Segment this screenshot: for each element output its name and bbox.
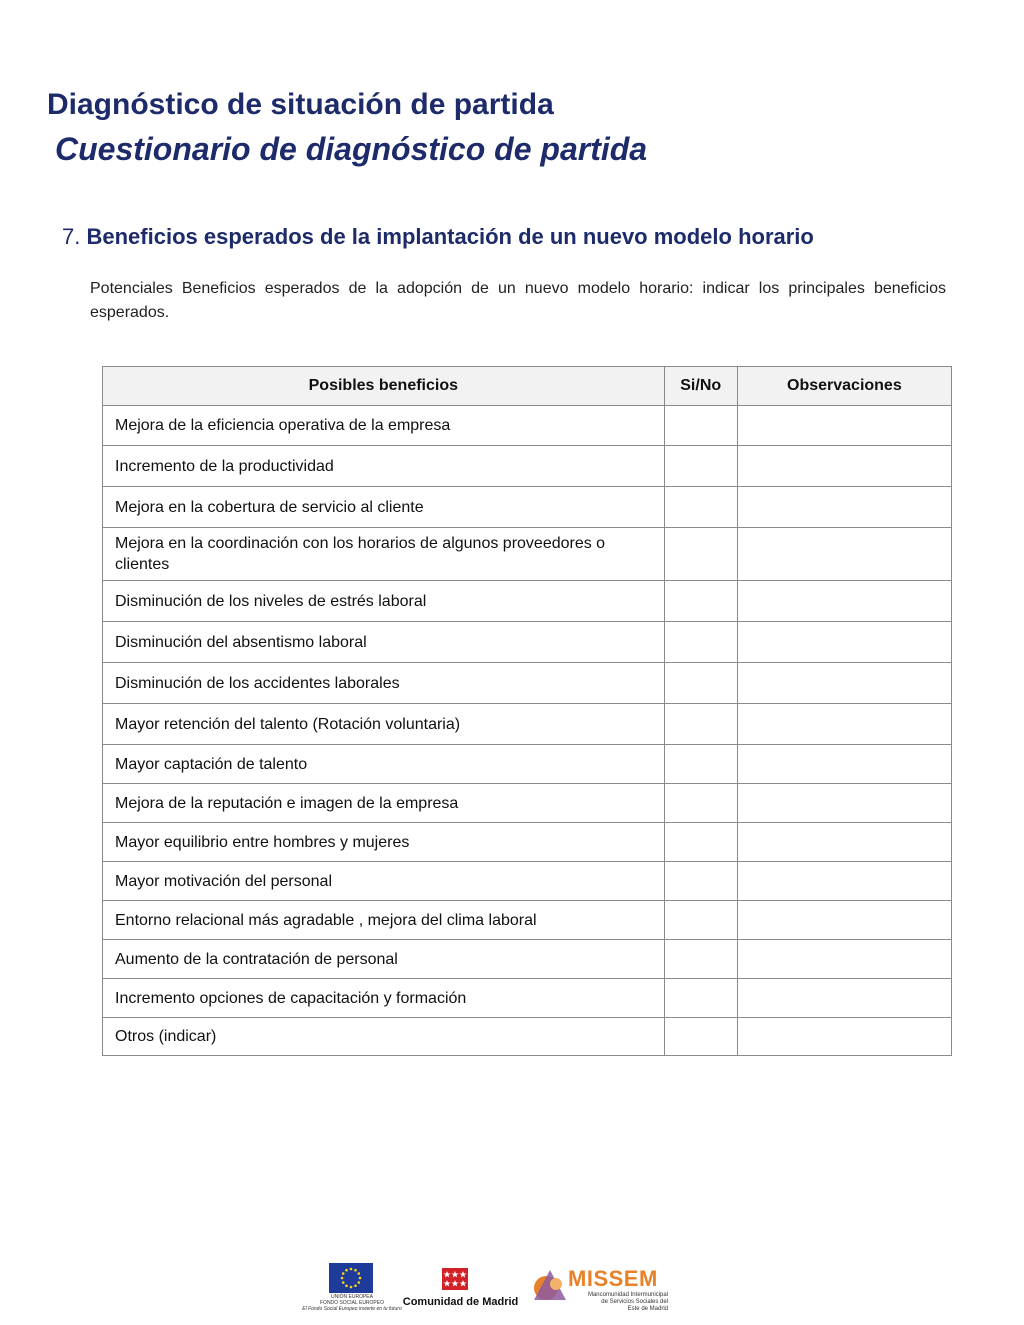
yes-no-cell[interactable] [664,704,737,745]
benefit-label: Mayor retención del talento (Rotación voluntaria) [103,704,665,745]
missem-logo [530,1258,680,1316]
yes-no-cell[interactable] [664,823,737,862]
table-header-row [103,367,952,406]
table-row [103,406,952,446]
benefit-label: Disminución del absentismo laboral [103,622,665,663]
eu-text: UNIÓN EUROPEA FONDO SOCIAL EUROPEO El Fondo Social Europeo invierte en tu futuro [302,1294,402,1312]
table-row [103,622,952,663]
benefit-label: Disminución de los niveles de estrés laboral [103,581,665,622]
benefit-label: Mejora de la eficiencia operativa de la empresa [103,406,665,446]
yes-no-cell[interactable] [664,446,737,487]
yes-no-cell[interactable] [664,528,737,581]
benefit-label: Disminución de los accidentes laborales [103,663,665,704]
observations-cell[interactable] [737,663,951,704]
observations-cell[interactable] [737,704,951,745]
yes-no-cell[interactable] [664,901,737,940]
table-row [103,940,952,979]
observations-cell[interactable] [737,862,951,901]
header-observations: Observaciones [737,367,951,406]
table-row [103,862,952,901]
section-intro: Potenciales Beneficios esperados de la adopción de un nuevo modelo horario: indicar los principales beneficios esperados. [90,280,946,321]
table-row [103,823,952,862]
yes-no-cell[interactable] [664,622,737,663]
yes-no-cell[interactable] [664,1018,737,1056]
yes-no-cell[interactable] [664,784,737,823]
table-row [103,979,952,1018]
observations-cell[interactable] [737,784,951,823]
section-number: 7. [62,224,81,249]
table-row [103,704,952,745]
table-row [103,663,952,704]
benefit-label: Mayor equilibrio entre hombres y mujeres [103,823,665,862]
missem-name: MISSEM [568,1266,658,1291]
madrid-text: Comunidad de Madrid [402,1296,519,1308]
benefit-label: Mejora en la cobertura de servicio al cliente [103,487,665,528]
eu-logo [302,1258,402,1316]
benefit-label: Incremento de la productividad [103,446,665,487]
header-yes-no: Si/No [664,367,737,406]
benefit-label: Mejora de la reputación e imagen de la empresa [103,784,665,823]
observations-cell[interactable] [737,823,951,862]
table-row [103,901,952,940]
benefit-label: Mejora en la coordinación con los horarios de algunos proveedores o clientes [103,528,665,581]
yes-no-cell[interactable] [664,406,737,446]
table-row [103,446,952,487]
table-row [103,745,952,784]
observations-cell[interactable] [737,528,951,581]
table-row [103,784,952,823]
missem-mark-icon [530,1266,570,1306]
benefit-label: Otros (indicar) [103,1018,665,1056]
benefit-label: Mayor captación de talento [103,745,665,784]
observations-cell[interactable] [737,446,951,487]
table-body [103,406,952,1056]
yes-no-cell[interactable] [664,581,737,622]
section-title: Beneficios esperados de la implantación de un nuevo modelo horario [86,224,814,249]
table-row [103,487,952,528]
yes-no-cell[interactable] [664,862,737,901]
yes-no-cell[interactable] [664,979,737,1018]
benefit-label: Entorno relacional más agradable , mejora del clima laboral [103,901,665,940]
observations-cell[interactable] [737,979,951,1018]
benefits-table [102,366,952,1056]
footer-logos [302,1258,682,1318]
page-subtitle: Cuestionario de diagnóstico de partida [55,131,648,167]
observations-cell[interactable] [737,622,951,663]
benefit-label: Incremento opciones de capacitación y formación [103,979,665,1018]
yes-no-cell[interactable] [664,663,737,704]
yes-no-cell[interactable] [664,487,737,528]
madrid-flag-icon [442,1268,468,1290]
table-row [103,1018,952,1056]
benefit-label: Mayor motivación del personal [103,862,665,901]
observations-cell[interactable] [737,406,951,446]
observations-cell[interactable] [737,940,951,979]
benefit-label: Aumento de la contratación de personal [103,940,665,979]
table-row [103,581,952,622]
page-title: Diagnóstico de situación de partida [47,88,554,121]
comunidad-madrid-logo [398,1266,523,1316]
missem-subtitle: Mancomunidad Intermunicipal de Servicios Sociales del Este de Madrid [587,1292,668,1312]
table-row [103,528,952,581]
observations-cell[interactable] [737,1018,951,1056]
yes-no-cell[interactable] [664,940,737,979]
yes-no-cell[interactable] [664,745,737,784]
observations-cell[interactable] [737,745,951,784]
eu-flag-icon [329,1263,373,1293]
observations-cell[interactable] [737,487,951,528]
section-heading [62,224,814,250]
observations-cell[interactable] [737,581,951,622]
observations-cell[interactable] [737,901,951,940]
header-benefit: Posibles beneficios [103,367,665,406]
